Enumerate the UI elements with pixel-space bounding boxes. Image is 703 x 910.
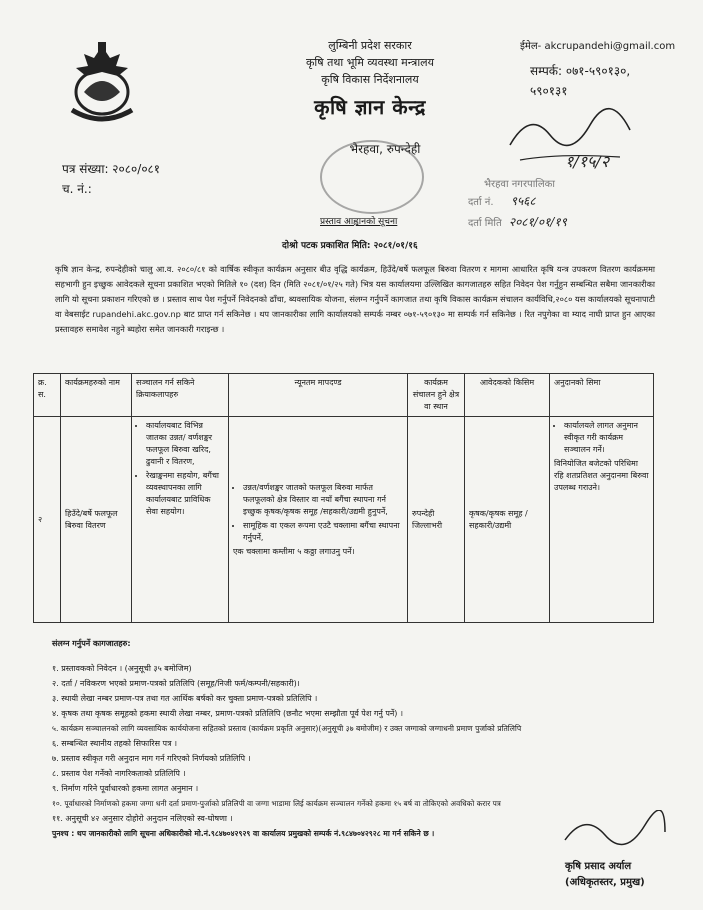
criteria-item: • उन्नत/वर्णशङ्कर जातको फलफूल बिरुवा मार्फत फलफूलको क्षेत्र विस्तार वा नयाँ बगैंचा स्थापना गर्न इच्छुक कृषक/कृषक समूह /सहकारी/उद्यमी हुनुपर्ने, [243,482,403,518]
cell-applicant: कृषक/कृषक समूह /सहकारी/उद्यमी [465,417,550,623]
contact-line-1: सम्पर्क: ०७१-५९०१३०, [530,64,631,78]
document-item: ७. प्रस्ताव स्वीकृत गरी अनुदान माग गर्न गरिएको निर्णयको प्रतिलिपि । [52,754,251,763]
notice-paragraph: कृषि ज्ञान केन्द्र, रुपन्देहीको चालु आ.व. २०८०/८१ को वार्षिक स्वीकृत कार्यक्रम अनुसार बीउ वृद्धि कार्यक्रम, हिउँदे/बर्षे फलफूल बिरुवा वितरण र मागमा आधारित कृषि यन्त्र उपकरण वितरण कार्यक्रममा सहभागी हुन इच्छुक आवेदकले सूचना प्रकाशित भएको मितिले १० (दश) दिन (मिति २०८१/०१/२५ गते) भित्र यस कार्यालयमा उल्लिखित कागजातहरु सहित निवेदन पेश गर्नुहुन सम्बन्धित सबैमा जानकारीका लागि यो सूचना प्रकाशन गरिएको छ । प्रस्ताव साथ पेश गर्नुपर्ने निवेदनको ढाँचा, ब्यवसायिक योजना, संलग्न गर्नुपर्ने कागजात तथा कृषि विकास कार्यक्रम संचालन कार्यविधि,२०८० यस कार्यालयको सूचनापाटी वा वेबसाईट rupandehi.akc.gov.np बाट प्राप्त गर्न सकिनेछ । थप जानकारीका लागि कार्यालयको सम्पर्क नम्बर ०७१-५९०१३० मा सम्पर्क गर्न सकिनेछ । रित नपुगेका वा म्याद नाघी प्राप्त हुन आएका प्रस्तावहरु समावेश नहुने ब्यहोरा समेत जानकारी गराइन्छ । [55,264,655,334]
notice-title: प्रस्ताव आह्वानको सूचना [320,217,398,227]
document-item: २. दर्ता / नविकरण भएको प्रमाण-पत्रको प्रतिलिपि (समूह/निजी फर्म/कम्पनी/सहकारी)। [52,679,300,688]
office-name: कृषि ज्ञान केन्द्र [314,95,426,119]
col-grant: अनुदानको सिमा [550,374,654,417]
col-criteria: न्यूनतम मापदण्ड [229,374,408,417]
document-item: ४. कृषक तथा कृषक समूहको हकमा स्थायी लेखा नम्बर, प्रमाण-पत्रको प्रतिलिपि (छनौट भएमा सम्झौता पूर्व पेश गर्नु पर्ने) । [52,709,404,718]
cell-grant [550,417,654,623]
initial-date: १/१५/२ [565,152,610,171]
government-name: लुम्बिनी प्रदेश सरकार [328,39,412,52]
cell-area: रुपन्देही जिल्लाभरी [408,417,465,623]
document-item: ५. कार्यक्रम सञ्चालनको लागि व्यवसायिक कार्ययोजना सहितको प्रस्ताव (कार्यक्रम प्रकृति अनुसार)(अनुसूची ३७ बमोजीम) र उक्त जग्गाको जग्गाधनी प्रमाण पुर्जाको प्रतिलिपि [52,724,522,733]
publish-info: दोश्रो पटक प्रकाशित मिति: २०८१/०१/१६ [282,241,418,251]
letter-number: पत्र संख्या: २०८०/०८१ [62,162,161,176]
document-item: ६. सम्बन्धित स्थानीय तहको सिफारिस पत्र । [52,739,178,748]
nepal-emblem-icon [62,40,142,130]
col-activities: सञ्चालन गर्न सकिने क्रियाकलापहरु [132,374,229,417]
table-header-row [34,374,654,417]
document-item: ८. प्रस्ताव पेश गर्नेको नागरिकताको प्रतिलिपि । [52,769,186,778]
document-item: ११. अनुसूची ४२ अनुसार दोहोरो अनुदान नलिएको स्व-घोषणा । [52,814,233,823]
signatory-name: कृषि प्रसाद अर्याल [565,861,632,872]
criteria-item: • सामूहिक वा एकल रूपमा एउटै चक्लामा बगैंचा स्थापना गर्नुपर्ने, [243,520,403,544]
office-stamp [320,140,424,214]
col-area: कार्यक्रम संचालन हुने क्षेत्र वा स्थान [408,374,465,417]
office-location: भैरहवा, रुपन्देही [349,142,421,156]
document-item: १. प्रस्तावकको निवेदन । (अनुसूची ३५ बमोजिम) [52,664,192,673]
document-item: १०. पूर्वाधारको निर्माणको हकमा जग्गा धनी दर्ता प्रमाण-पुर्जाको प्रतिलिपी वा जग्गा भाडामा लिई कार्यक्रम सञ्चालन गर्नेको हकमा १५ बर्ष वा तोकिएको अवधिको करार पत्र [52,799,501,808]
darta-date: २०८१/०१/१९ [508,215,567,229]
col-program: कार्यक्रमहरुको नाम [61,374,132,417]
directorate-name: कृषि विकास निर्देशनालय [321,73,419,86]
col-applicant: आवेदकको किसिम [465,374,550,417]
activity-item: • रेखाङ्कनमा सहयोग, बगैंचा व्यवस्थापनका लागि कार्यालयबाट प्राविधिक सेवा सहयोग। [146,470,224,518]
table-row [34,417,654,623]
document-item: ९. निर्माण गरिने पूर्वाधारको हकमा लागत अनुमान । [52,784,199,793]
dispatch-number: च. नं.: [62,182,92,196]
program-table [33,373,654,623]
documents-title: संलग्न गर्नुपर्ने कागजातहरु: [52,639,131,648]
cell-program: हिउँदे/बर्षे फलफूल बिरुवा वितरण [61,417,132,623]
document-item: ३. स्थायी लेखा नम्बर प्रमाण-पत्र तथा गत आर्थिक बर्षको कर चुक्ता प्रमाण-पत्रको प्रतिलिपि । [52,694,318,703]
grant-item: • कार्यालयले लागत अनुमान स्वीकृत गरी कार्यक्रम सञ्चालन गर्ने। [564,420,649,456]
signatory-designation: (अधिकृतस्तर, प्रमुख) [565,877,645,888]
darta-date-label: दर्ता मिति [468,218,502,229]
cell-sn: २ [34,417,61,623]
activity-item: • कार्यालयबाट विभिन्न जातका उन्नत/ वर्णशङ्कर फलफूल बिरुवा खरिद, ढुवानी र वितरण, [146,420,224,468]
signature-scribble [560,810,670,850]
received-office: भैरहवा नगरपालिका [484,179,555,190]
criteria-note: एक चक्लामा कम्तीमा ५ कठ्ठा लगाउनु पर्ने। [233,546,355,556]
darta-label: दर्ता नं. [468,197,494,208]
documents-footer: पुनश्च : थप जानकारीको लागि सूचना अधिकारीको मो.नं.९८४७०४२९२९ वा कार्यालय प्रमुखको सम्पर्क नं.९८४७०४२९२८ मा गर्न सकिने छ । [52,829,435,838]
contact-line-2: ५९०१३१ [530,84,568,98]
col-sn: क्र. स. [34,374,61,417]
email-line: ईमेल- akcrupandehi@gmail.com [520,41,676,52]
ministry-name: कृषि तथा भूमि व्यवस्था मन्त्रालय [305,56,435,69]
cell-criteria [229,417,408,623]
darta-number: ९५६८ [510,194,536,208]
cell-activities [132,417,229,623]
grant-note: विनियोजित बजेटको परिधिमा रहि शतप्रतिशत अनुदानमा बिरुवा उपलब्ध गराउने। [554,459,649,492]
